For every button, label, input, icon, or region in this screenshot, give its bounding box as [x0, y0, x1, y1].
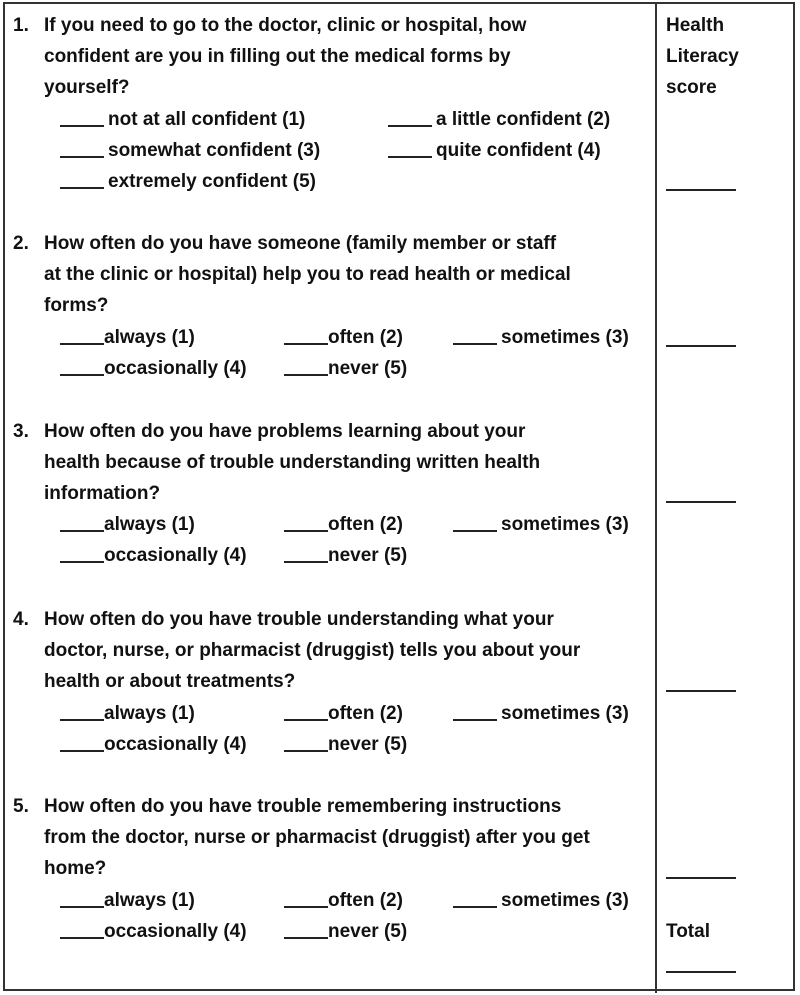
question-text-line: health because of trouble understanding written health: [44, 452, 541, 473]
answer-option[interactable]: often (2): [284, 509, 403, 540]
answer-blank[interactable]: [60, 156, 104, 158]
score-header-line-3: score: [666, 77, 717, 98]
answer-blank[interactable]: [60, 530, 104, 532]
answer-blank[interactable]: [60, 906, 104, 908]
question-text-line: confident are you in filling out the medical forms by: [44, 46, 511, 67]
question-text-line: health or about treatments?: [44, 671, 296, 692]
question-text-line: How often do you have trouble understanding what your: [44, 609, 554, 630]
question-text-line: How often do you have trouble remembering instructions: [44, 796, 562, 817]
answer-option[interactable]: sometimes (3): [453, 698, 629, 729]
score-blank-5[interactable]: [666, 877, 736, 879]
answer-blank[interactable]: [453, 343, 497, 345]
question-number: 1.: [13, 15, 29, 36]
question-text-line: How often do you have someone (family member or staff: [44, 233, 557, 254]
score-blank-2[interactable]: [666, 345, 736, 347]
answer-blank[interactable]: [284, 561, 328, 563]
answer-option[interactable]: never (5): [284, 916, 407, 947]
question-text-line: from the doctor, nurse or pharmacist (druggist) after you get: [44, 827, 590, 848]
question-text-line: yourself?: [44, 77, 130, 98]
score-header-line-1: Health: [666, 15, 725, 36]
score-header-line-2: Literacy: [666, 46, 739, 67]
answer-option[interactable]: often (2): [284, 885, 403, 916]
question-text-line: at the clinic or hospital) help you to read health or medical: [44, 264, 571, 285]
answer-option[interactable]: never (5): [284, 353, 407, 384]
question-number: 4.: [13, 609, 29, 630]
answer-blank[interactable]: [453, 906, 497, 908]
question-text-line: If you need to go to the doctor, clinic or hospital, how: [44, 15, 527, 36]
answer-blank[interactable]: [284, 343, 328, 345]
answer-option[interactable]: sometimes (3): [453, 509, 629, 540]
question-number: 3.: [13, 421, 29, 442]
answer-option[interactable]: extremely confident (5): [60, 166, 316, 197]
question-text-line: home?: [44, 858, 107, 879]
score-blank-4[interactable]: [666, 690, 736, 692]
answer-blank[interactable]: [60, 187, 104, 189]
answer-blank[interactable]: [453, 530, 497, 532]
answer-option[interactable]: always (1): [60, 509, 195, 540]
answer-blank[interactable]: [284, 530, 328, 532]
total-score-blank[interactable]: [666, 971, 736, 973]
question-text-line: information?: [44, 483, 161, 504]
answer-option[interactable]: always (1): [60, 322, 195, 353]
answer-blank[interactable]: [60, 561, 104, 563]
answer-option[interactable]: never (5): [284, 729, 407, 760]
answer-option[interactable]: often (2): [284, 698, 403, 729]
score-blank-1[interactable]: [666, 189, 736, 191]
answer-blank[interactable]: [284, 906, 328, 908]
answer-blank[interactable]: [388, 156, 432, 158]
answer-blank[interactable]: [284, 374, 328, 376]
answer-option[interactable]: occasionally (4): [60, 353, 247, 384]
score-blank-3[interactable]: [666, 501, 736, 503]
answer-option[interactable]: always (1): [60, 885, 195, 916]
answer-option[interactable]: quite confident (4): [388, 135, 601, 166]
answer-blank[interactable]: [60, 343, 104, 345]
answer-option[interactable]: always (1): [60, 698, 195, 729]
answer-option[interactable]: occasionally (4): [60, 540, 247, 571]
answer-blank[interactable]: [60, 374, 104, 376]
answer-option[interactable]: not at all confident (1): [60, 104, 305, 135]
question-number: 2.: [13, 233, 29, 254]
answer-blank[interactable]: [60, 937, 104, 939]
answer-option[interactable]: occasionally (4): [60, 729, 247, 760]
answer-option[interactable]: sometimes (3): [453, 322, 629, 353]
answer-option[interactable]: occasionally (4): [60, 916, 247, 947]
answer-blank[interactable]: [284, 750, 328, 752]
question-text-line: doctor, nurse, or pharmacist (druggist) tells you about your: [44, 640, 581, 661]
question-number: 5.: [13, 796, 29, 817]
answer-blank[interactable]: [60, 719, 104, 721]
question-text-line: How often do you have problems learning about your: [44, 421, 526, 442]
answer-option[interactable]: sometimes (3): [453, 885, 629, 916]
column-divider: [655, 2, 657, 993]
answer-blank[interactable]: [284, 719, 328, 721]
answer-blank[interactable]: [60, 125, 104, 127]
answer-option[interactable]: often (2): [284, 322, 403, 353]
answer-option[interactable]: a little confident (2): [388, 104, 610, 135]
answer-option[interactable]: somewhat confident (3): [60, 135, 320, 166]
question-text-line: forms?: [44, 295, 109, 316]
answer-blank[interactable]: [60, 750, 104, 752]
total-label: Total: [666, 921, 710, 942]
answer-blank[interactable]: [453, 719, 497, 721]
answer-blank[interactable]: [284, 937, 328, 939]
answer-option[interactable]: never (5): [284, 540, 407, 571]
answer-blank[interactable]: [388, 125, 432, 127]
